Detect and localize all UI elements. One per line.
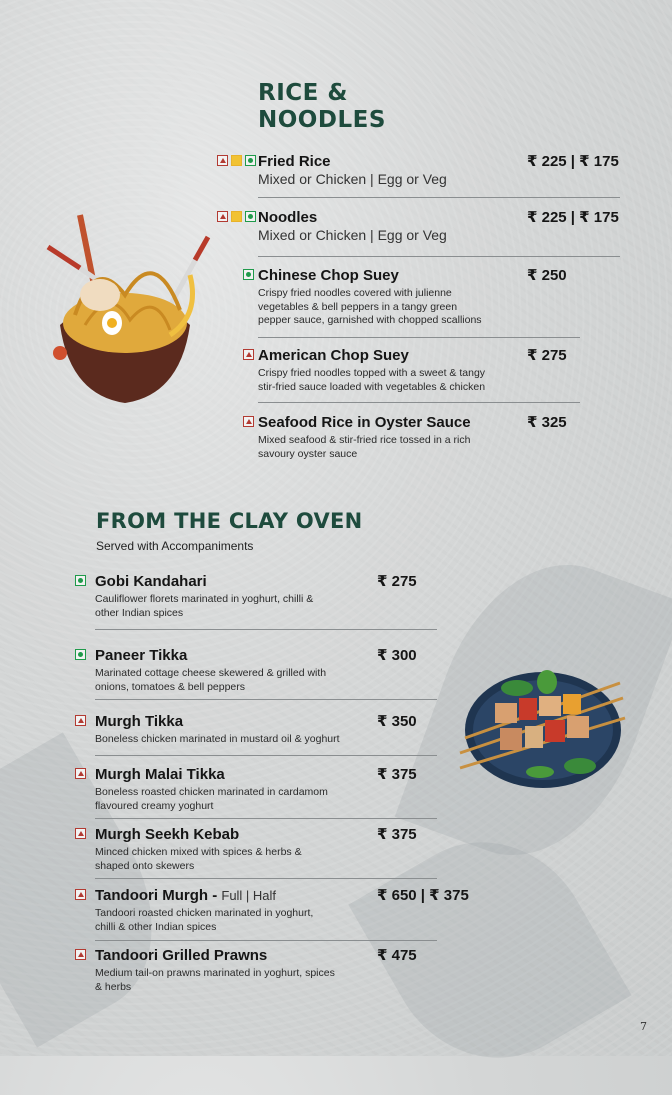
divider bbox=[95, 755, 437, 756]
item-description: Medium tail-on prawns marinated in yoghurt, spices & herbs bbox=[95, 967, 335, 993]
title-line: RICE & bbox=[258, 80, 348, 106]
menu-item bbox=[95, 766, 475, 812]
veg-icon bbox=[75, 649, 86, 660]
menu-item bbox=[95, 947, 475, 993]
non-veg-icon bbox=[75, 715, 86, 726]
menu-item bbox=[95, 713, 475, 745]
item-name bbox=[258, 153, 331, 170]
diet-icons bbox=[243, 349, 254, 360]
item-name-text: Tandoori Murgh - bbox=[95, 887, 222, 904]
item-name bbox=[95, 766, 225, 783]
non-veg-icon bbox=[217, 211, 228, 222]
item-name-text: Chinese Chop Suey bbox=[258, 267, 399, 284]
menu-item bbox=[258, 209, 638, 243]
item-name-text: Murgh Malai Tikka bbox=[95, 766, 225, 783]
item-name-text: Paneer Tikka bbox=[95, 647, 188, 664]
non-veg-icon bbox=[75, 889, 86, 900]
item-price: ₹ 375 bbox=[377, 826, 417, 843]
menu-item bbox=[95, 647, 475, 693]
menu-item bbox=[258, 414, 638, 460]
section-subtitle: Served with Accompaniments bbox=[96, 539, 254, 553]
item-name-text: Murgh Seekh Kebab bbox=[95, 826, 240, 843]
diet-icons bbox=[75, 649, 86, 660]
item-name bbox=[95, 826, 239, 843]
non-veg-icon bbox=[75, 828, 86, 839]
item-name-text: Gobi Kandahari bbox=[95, 573, 207, 590]
page-number: 7 bbox=[640, 1020, 647, 1033]
item-name bbox=[258, 209, 317, 226]
veg-icon bbox=[245, 211, 256, 222]
non-veg-icon bbox=[243, 416, 254, 427]
divider bbox=[258, 256, 620, 257]
item-name bbox=[95, 887, 276, 904]
diet-icons bbox=[217, 155, 256, 166]
diet-icons bbox=[217, 211, 256, 222]
item-description: Marinated cottage cheese skewered & grilled with onions, tomatoes & bell peppers bbox=[95, 667, 327, 693]
item-price: ₹ 325 bbox=[527, 414, 567, 431]
item-name-text: Murgh Tikka bbox=[95, 713, 184, 730]
section-title-rice-noodles bbox=[258, 80, 386, 134]
item-price: ₹ 275 bbox=[527, 347, 567, 364]
menu-item bbox=[95, 826, 475, 872]
item-name-text: Noodles bbox=[258, 209, 318, 226]
non-veg-icon bbox=[243, 349, 254, 360]
non-veg-icon bbox=[75, 949, 86, 960]
item-price: ₹ 300 bbox=[377, 647, 417, 664]
menu-item bbox=[95, 573, 475, 619]
divider bbox=[95, 940, 437, 941]
non-veg-icon bbox=[217, 155, 228, 166]
title-line: NOODLES bbox=[258, 107, 386, 133]
diet-icons bbox=[75, 828, 86, 839]
item-price: ₹ 275 bbox=[377, 573, 417, 590]
item-description: Crispy fried noodles topped with a sweet & tangy stir-fried sauce loaded with vegetables & chicken bbox=[258, 367, 486, 393]
item-description: Mixed or Chicken | Egg or Veg bbox=[258, 171, 447, 187]
item-description: Tandoori roasted chicken marinated in yoghurt, chilli & other Indian spices bbox=[95, 907, 314, 933]
item-description: Minced chicken mixed with spices & herbs & shaped onto skewers bbox=[95, 846, 302, 872]
diet-icons bbox=[75, 889, 86, 900]
item-name bbox=[258, 267, 399, 284]
item-name-text: Seafood Rice in Oyster Sauce bbox=[258, 414, 471, 431]
divider bbox=[258, 197, 620, 198]
item-price: ₹ 375 bbox=[377, 766, 417, 783]
item-price: ₹ 250 bbox=[527, 267, 567, 284]
item-description: Mixed or Chicken | Egg or Veg bbox=[258, 227, 447, 243]
menu-item bbox=[95, 887, 475, 933]
item-price: ₹ 225 | ₹ 175 bbox=[527, 153, 619, 170]
item-description: Boneless chicken marinated in mustard oil & yoghurt bbox=[95, 733, 340, 745]
divider bbox=[258, 402, 580, 403]
item-name-text: American Chop Suey bbox=[258, 347, 409, 364]
item-name bbox=[95, 573, 207, 590]
item-description: Mixed seafood & stir-fried rice tossed in a rich savoury oyster sauce bbox=[258, 434, 471, 460]
diet-icons bbox=[75, 949, 86, 960]
divider bbox=[95, 629, 437, 630]
menu-item bbox=[258, 267, 638, 326]
item-price: ₹ 650 | ₹ 375 bbox=[377, 887, 469, 904]
item-name-text: Fried Rice bbox=[258, 153, 331, 170]
item-variant: Full | Half bbox=[221, 888, 277, 903]
veg-icon bbox=[75, 575, 86, 586]
kebab-plate-illustration bbox=[455, 668, 630, 793]
menu-item bbox=[258, 347, 638, 393]
item-name bbox=[258, 347, 409, 364]
veg-icon bbox=[243, 269, 254, 280]
item-name bbox=[95, 713, 183, 730]
menu-item bbox=[258, 153, 638, 187]
item-name bbox=[95, 647, 187, 664]
item-price: ₹ 225 | ₹ 175 bbox=[527, 209, 619, 226]
item-name-text: Tandoori Grilled Prawns bbox=[95, 947, 268, 964]
non-veg-icon bbox=[75, 768, 86, 779]
item-price: ₹ 475 bbox=[377, 947, 417, 964]
diet-icons bbox=[75, 575, 86, 586]
item-description: Cauliflower florets marinated in yoghurt, chilli & other Indian spices bbox=[95, 593, 314, 619]
veg-icon bbox=[245, 155, 256, 166]
diet-icons bbox=[75, 715, 86, 726]
section-title-clay-oven: FROM THE CLAY OVEN bbox=[96, 509, 363, 533]
divider bbox=[95, 878, 437, 879]
diet-icons bbox=[243, 416, 254, 427]
noodle-bowl-illustration bbox=[40, 205, 215, 415]
item-description: Boneless roasted chicken marinated in cardamom flavoured creamy yoghurt bbox=[95, 786, 328, 812]
diet-icons bbox=[75, 768, 86, 779]
divider bbox=[95, 699, 437, 700]
item-price: ₹ 350 bbox=[377, 713, 417, 730]
diet-icons bbox=[243, 269, 254, 280]
item-description: Crispy fried noodles covered with julienne vegetables & bell peppers in a tangy green pepper sauce, garnished with chopped scallions bbox=[258, 287, 482, 326]
item-name bbox=[95, 947, 267, 964]
divider bbox=[95, 818, 437, 819]
egg-icon bbox=[231, 155, 242, 166]
item-name bbox=[258, 414, 471, 431]
divider bbox=[258, 337, 580, 338]
egg-icon bbox=[231, 211, 242, 222]
